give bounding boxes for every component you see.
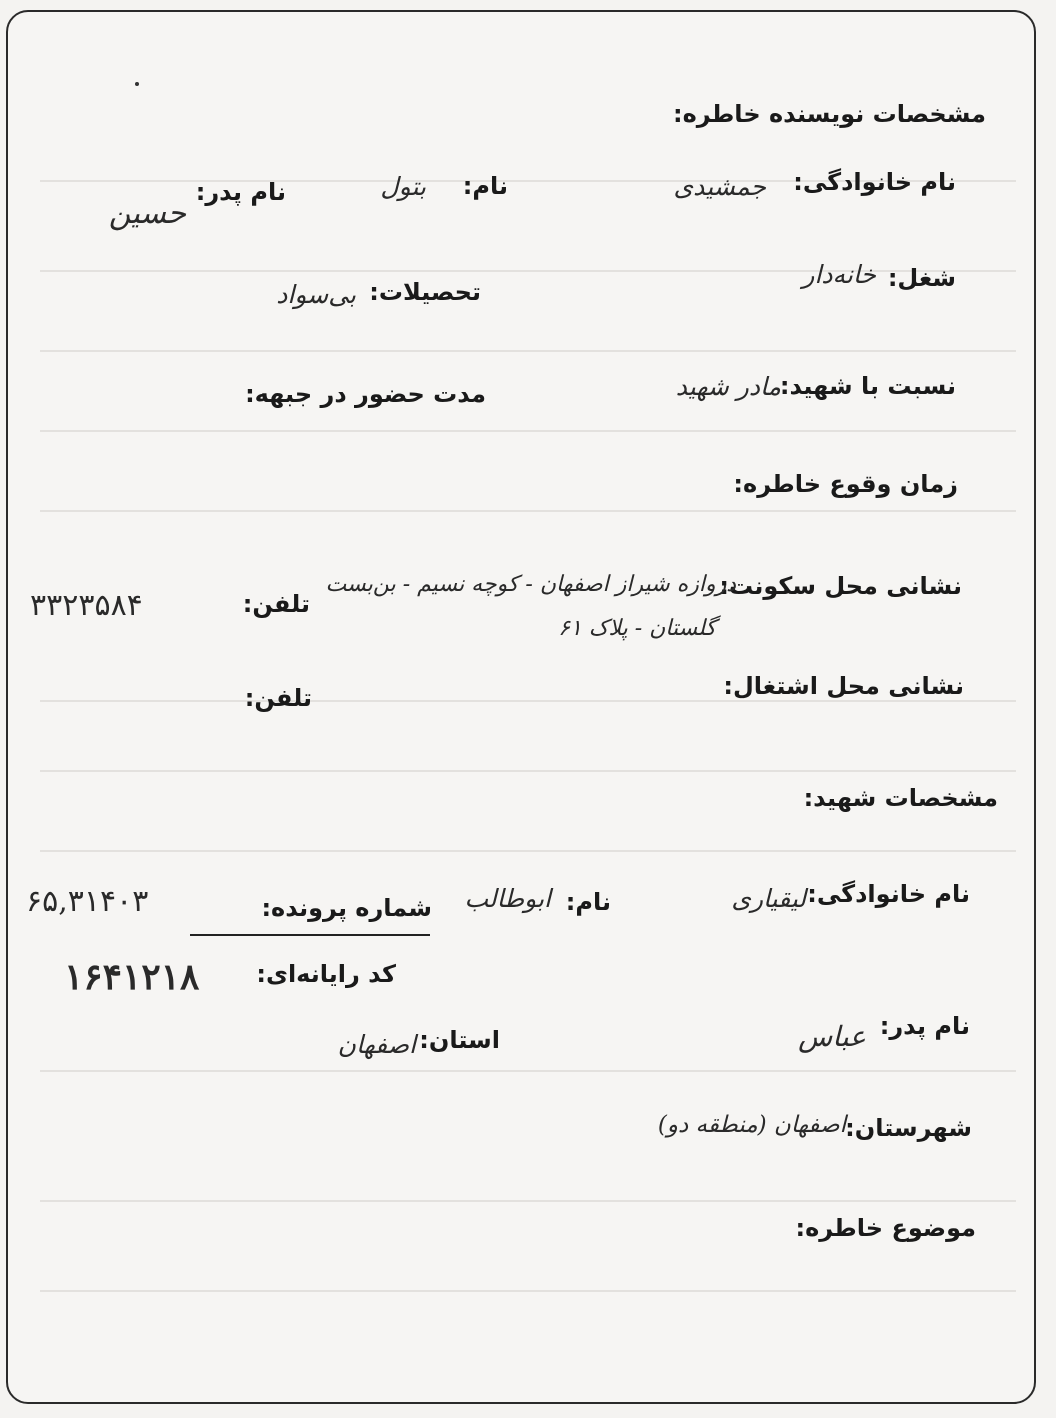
writer-home-address-label: نشانی محل سکونت:: [719, 572, 962, 600]
file-number-underline: [190, 934, 430, 936]
writer-relation-label: نسبت با شهید:: [779, 372, 956, 400]
bleed-line: [40, 510, 1016, 512]
bleed-line: [40, 770, 1016, 772]
bleed-line: [40, 1070, 1016, 1072]
martyr-file-number-value: ۶۵,۳۱۴۰۳: [26, 884, 149, 919]
writer-job-label: شغل:: [887, 264, 956, 292]
writer-home-address-line2: گلستان - پلاک ۶۱: [558, 616, 716, 641]
writer-memory-time-label: زمان وقوع خاطره:: [733, 470, 958, 498]
martyr-family-name-label: نام خانوادگی:: [807, 880, 970, 908]
martyr-father-name-value: عباس: [798, 1020, 866, 1053]
writer-father-name-label: نام پدر:: [195, 178, 286, 206]
martyr-computer-code-value: ۱۶۴۱۲۱۸: [64, 956, 200, 998]
martyr-province-label: استان:: [419, 1026, 500, 1054]
martyr-first-name-label: نام:: [565, 888, 611, 916]
martyr-heading: مشخصات شهید:: [803, 784, 998, 812]
martyr-father-name-label: نام پدر:: [879, 1012, 970, 1040]
writer-job-value: خانه‌دار: [802, 260, 876, 289]
writer-front-duration-label: مدت حضور در جبهه:: [245, 380, 486, 408]
martyr-county-label: شهرستان:: [845, 1114, 972, 1142]
writer-work-phone-label: تلفن:: [244, 684, 312, 712]
martyr-family-name-value: لیقیاری: [731, 884, 806, 913]
martyr-file-number-label: شماره پرونده:: [261, 894, 432, 922]
bleed-line: [40, 850, 1016, 852]
martyr-province-value: اصفهان: [337, 1030, 416, 1059]
writer-education-value: بی‌سواد: [276, 280, 356, 309]
writer-family-name-label: نام خانوادگی:: [793, 168, 956, 196]
writer-education-label: تحصیلات:: [369, 278, 481, 306]
writer-relation-value: مادر شهید: [675, 372, 781, 401]
writer-father-name-value: حسین: [108, 196, 186, 231]
writer-heading: مشخصات نویسنده خاطره:: [673, 100, 986, 128]
writer-home-phone-label: تلفن:: [242, 590, 310, 618]
bleed-line: [40, 430, 1016, 432]
martyr-computer-code-label: کد رایانه‌ای:: [256, 960, 396, 988]
martyr-county-value: اصفهان (منطقه دو): [657, 1112, 846, 1138]
martyr-first-name-value: ابوطالب: [464, 884, 551, 913]
bleed-line: [40, 350, 1016, 352]
ink-dot: [135, 82, 139, 86]
bleed-line: [40, 1290, 1016, 1292]
bleed-line: [40, 1200, 1016, 1202]
writer-home-address-line1: دروازه شیراز اصفهان - کوچه نسیم - بن‌بست: [325, 572, 736, 597]
writer-home-phone-value: ۳۳۲۳۵۸۴: [30, 588, 143, 623]
writer-family-name-value: جمشیدی: [673, 172, 766, 201]
writer-first-name-label: نام:: [462, 172, 508, 200]
bleed-line: [40, 700, 1016, 702]
martyr-memory-topic-label: موضوع خاطره:: [795, 1214, 976, 1242]
writer-first-name-value: بتول: [380, 172, 426, 201]
writer-work-address-label: نشانی محل اشتغال:: [723, 672, 964, 700]
